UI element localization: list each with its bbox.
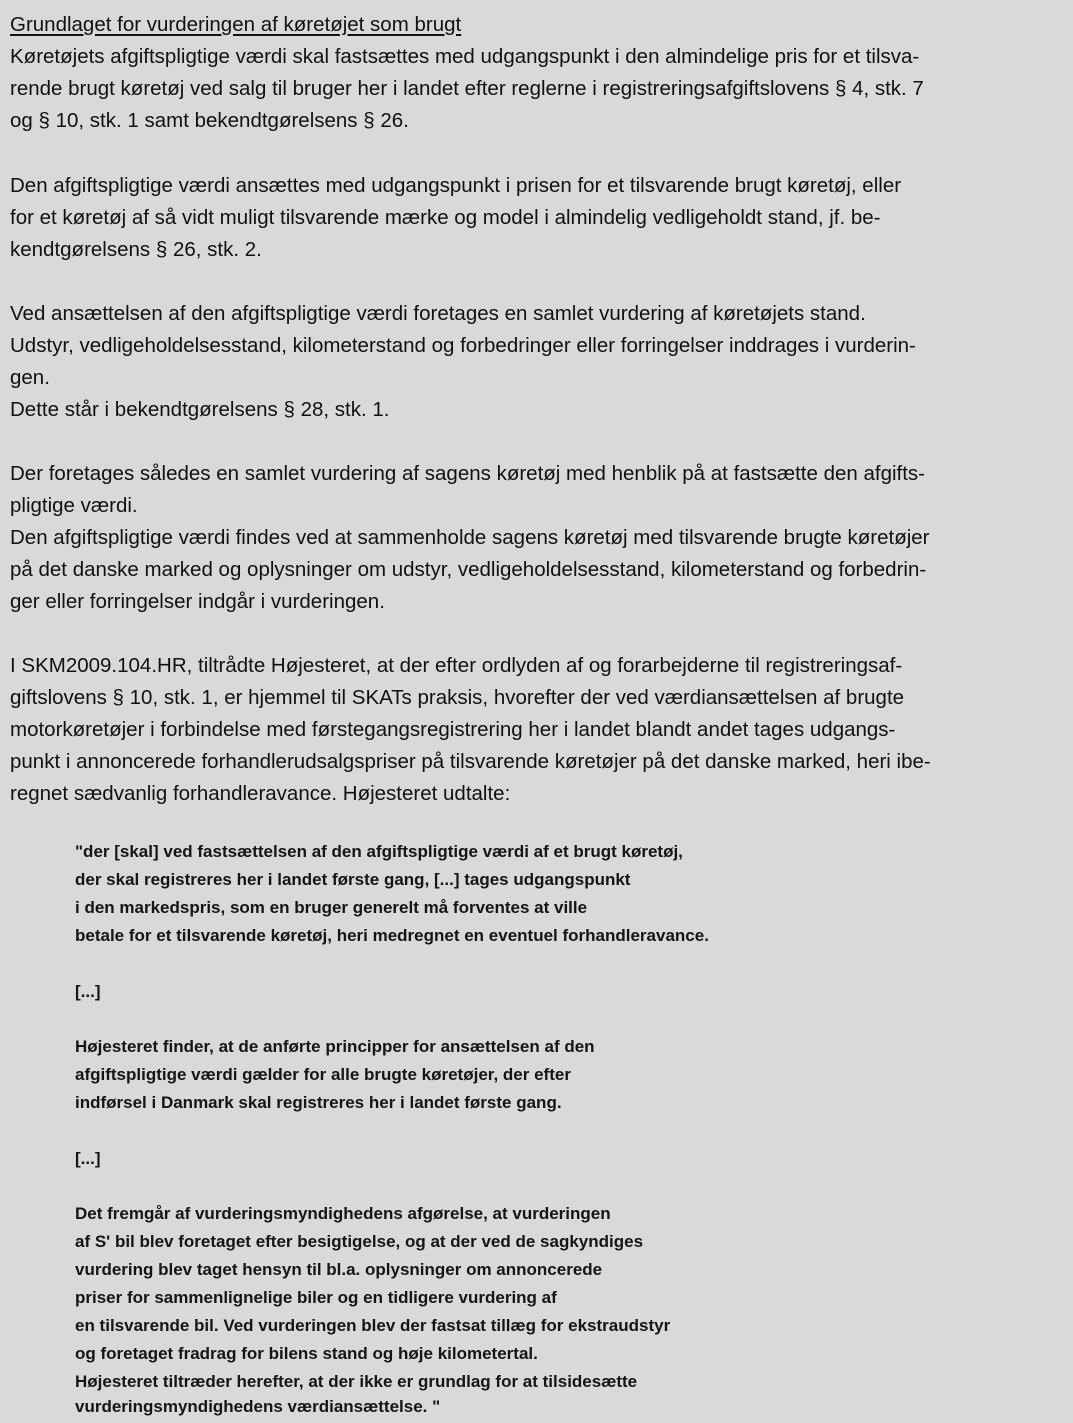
quote-3-line-2: af S' bil blev foretaget efter besigtigelse, og at der ved de sagkyndiges xyxy=(75,1232,644,1251)
quote-3-line-3: vurdering blev taget hensyn til bl.a. oplysninger om annoncerede xyxy=(75,1260,603,1279)
paragraph-4-line-1: Der foretages således en samlet vurdering af sagens køretøj med henblik på at fastsætte den afgifts- xyxy=(10,462,925,485)
paragraph-4-line-2: pligtige værdi. xyxy=(10,494,138,517)
paragraph-3-line-2: Udstyr, vedligeholdelsesstand, kilometerstand og forbedringer eller forringelser inddrages i vurderin- xyxy=(10,334,916,357)
quote-1-line-4: betale for et tilsvarende køretøj, heri medregnet en eventuel forhandleravance. xyxy=(75,926,709,945)
paragraph-3-line-1: Ved ansættelsen af den afgiftspligtige værdi foretages en samlet vurdering af køretøjets stand. xyxy=(10,302,866,325)
quote-1-line-2: der skal registreres her i landet første gang, [...] tages udgangspunkt xyxy=(75,870,631,889)
paragraph-5-line-5: regnet sædvanlig forhandleravance. Højesteret udtalte: xyxy=(10,782,511,805)
quote-3-line-8: vurderingsmyndighedens værdiansættelse. " xyxy=(75,1397,441,1416)
quote-3-line-1: Det fremgår af vurderingsmyndighedens afgørelse, at vurderingen xyxy=(75,1204,611,1223)
paragraph-2-line-1: Den afgiftspligtige værdi ansættes med udgangspunkt i prisen for et tilsvarende brugt køretøj, eller xyxy=(10,174,902,197)
paragraph-1-line-3: og § 10, stk. 1 samt bekendtgørelsens § 26. xyxy=(10,109,409,132)
paragraph-5-line-1: I SKM2009.104.HR, tiltrådte Højesteret, at der efter ordlyden af og forarbejderne til registreringsaf- xyxy=(10,654,903,677)
paragraph-1-line-2: rende brugt køretøj ved salg til bruger her i landet efter reglerne i registreringsafgiftslovens § 4, stk. 7 xyxy=(10,77,924,100)
quote-ellipsis-2: [...] xyxy=(75,1149,101,1168)
paragraph-4-line-4: på det danske marked og oplysninger om udstyr, vedligeholdelsesstand, kilometerstand og forbedrin- xyxy=(10,558,927,581)
paragraph-3-line-4: Dette står i bekendtgørelsens § 28, stk. 1. xyxy=(10,398,390,421)
quote-3-line-5: en tilsvarende bil. Ved vurderingen blev der fastsat tillæg for ekstraudstyr xyxy=(75,1316,671,1335)
quote-1-line-3: i den markedspris, som en bruger generelt må forventes at ville xyxy=(75,898,588,917)
quote-2-line-3: indførsel i Danmark skal registreres her i landet første gang. xyxy=(75,1093,562,1112)
paragraph-5-line-4: punkt i annoncerede forhandlerudsalgspriser på tilsvarende køretøjer på det danske marked, heri ibe- xyxy=(10,750,931,773)
paragraph-3-line-3: gen. xyxy=(10,366,50,389)
quote-2-line-1: Højesteret finder, at de anførte principper for ansættelsen af den xyxy=(75,1037,595,1056)
paragraph-1-line-1: Køretøjets afgiftspligtige værdi skal fastsættes med udgangspunkt i den almindelige pris for et tilsva- xyxy=(10,45,920,68)
quote-3-line-7: Højesteret tiltræder herefter, at der ikke er grundlag for at tilsidesætte xyxy=(75,1372,638,1391)
quote-3-line-4: priser for sammenlignelige biler og en tidligere vurdering af xyxy=(75,1288,557,1307)
quote-2-line-2: afgiftspligtige værdi gælder for alle brugte køretøjer, der efter xyxy=(75,1065,571,1084)
paragraph-2-line-3: kendtgørelsens § 26, stk. 2. xyxy=(10,238,262,261)
paragraph-2-line-2: for et køretøj af så vidt muligt tilsvarende mærke og model i almindelig vedligeholdt stand, jf. be- xyxy=(10,206,881,229)
paragraph-5-line-2: giftslovens § 10, stk. 1, er hjemmel til SKATs praksis, hvorefter der ved værdiansættelsen af brugte xyxy=(10,686,905,709)
quote-3-line-6: og foretaget fradrag for bilens stand og høje kilometertal. xyxy=(75,1344,538,1363)
section-heading: Grundlaget for vurderingen af køretøjet som brugt xyxy=(10,13,462,36)
paragraph-5-line-3: motorkøretøjer i forbindelse med førstegangsregistrering her i landet blandt andet tages udgangs- xyxy=(10,718,896,741)
quote-1-line-1: "der [skal] ved fastsættelsen af den afgiftspligtige værdi af et brugt køretøj, xyxy=(75,842,683,861)
paragraph-4-line-5: ger eller forringelser indgår i vurderingen. xyxy=(10,590,385,613)
paragraph-4-line-3: Den afgiftspligtige værdi findes ved at sammenholde sagens køretøj med tilsvarende brugte køretøjer xyxy=(10,526,930,549)
quote-ellipsis-1: [...] xyxy=(75,982,101,1001)
